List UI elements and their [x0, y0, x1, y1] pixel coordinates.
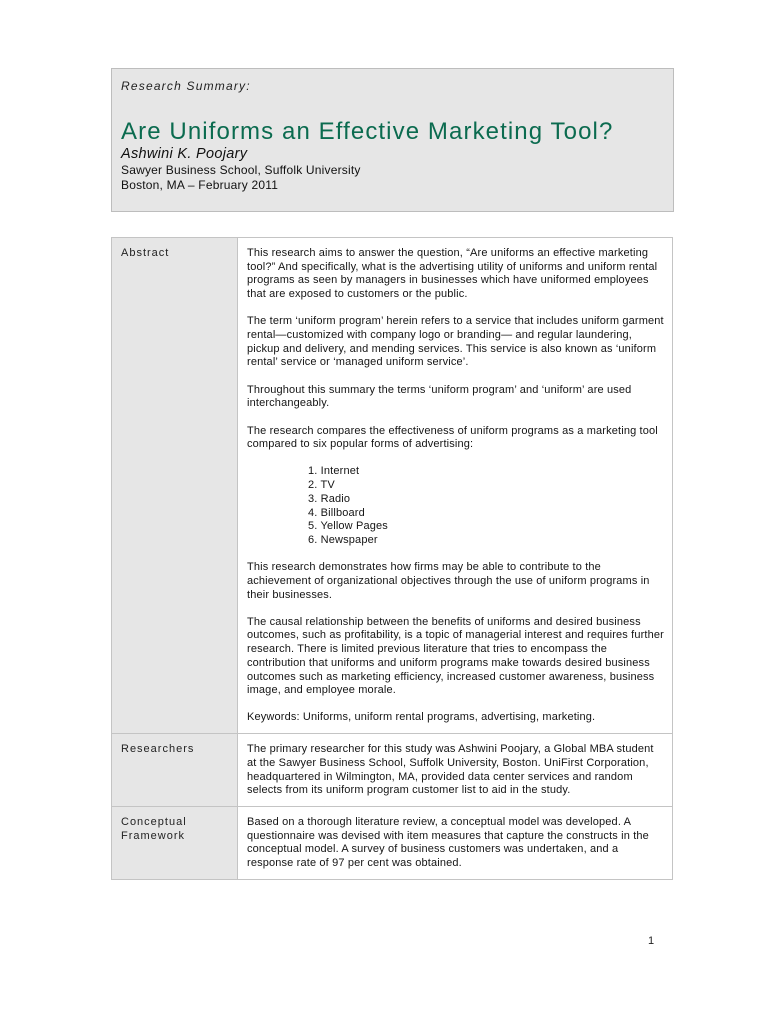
header-box: [111, 68, 674, 212]
abstract-paragraph-4: The research compares the effectiveness of uniform programs as a marketing tool compared to six popular forms of advertising:: [247, 424, 658, 451]
researchers-body: [238, 734, 673, 807]
affiliation: Sawyer Business School, Suffolk University: [121, 163, 361, 177]
advertising-forms-list: [247, 465, 666, 547]
page-number: 1: [648, 935, 655, 947]
list-item: 2. TV: [308, 479, 335, 492]
summary-table: [111, 237, 673, 880]
list-item: 3. Radio: [308, 492, 351, 505]
framework-paragraph: Based on a thorough literature review, a conceptual model was developed. A questionnaire was devised with item measures that capture the constructs in the conceptual model. A survey of business customers was undertaken, and a response rate of 97 per cent was obtained.: [247, 816, 649, 870]
researchers-row: [112, 734, 673, 807]
abstract-paragraph-1: This research aims to answer the question, “Are uniforms an effective marketing tool?” And specifically, what is the advertising utility of uniforms and uniform rental programs as seen by managers in businesses which have uniformed employees that are exposed to customers or the public.: [247, 247, 658, 301]
list-item: 1. Internet: [308, 465, 360, 478]
abstract-paragraph-5: This research demonstrates how firms may be able to contribute to the achievement of organizational objectives through the use of uniform programs in their businesses.: [247, 561, 650, 601]
framework-label: Conceptual Framework: [112, 807, 238, 880]
location-date: Boston, MA – February 2011: [121, 178, 279, 192]
page-title: Are Uniforms an Effective Marketing Tool?: [121, 118, 614, 145]
abstract-body: [238, 238, 673, 734]
framework-body: [238, 807, 673, 880]
researchers-paragraph: The primary researcher for this study was Ashwini Poojary, a Global MBA student at the Sawyer Business School, Suffolk University, Boston. UniFirst Corporation, headquartered in Wilmington, MA, provided data center services and random selects from its uniform program customer list to aid in the study.: [247, 743, 654, 797]
researchers-label: Researchers: [112, 734, 238, 807]
abstract-paragraph-2: The term ‘uniform program’ herein refers to a service that includes uniform garment rental—customized with company logo or branding— and regular laundering, pickup and delivery, and mending services. This service is also known as ‘uniform rental’ service or ‘managed uniform service’.: [247, 315, 664, 369]
list-item: 6. Newspaper: [308, 533, 378, 546]
abstract-label: Abstract: [112, 238, 238, 734]
framework-row: [112, 807, 673, 880]
list-item: 4. Billboard: [308, 506, 365, 519]
abstract-paragraph-6: The causal relationship between the benefits of uniforms and desired business outcomes, such as profitability, is a topic of managerial interest and requires further research. There is limited previous literature that tries to encompass the contribution that uniforms and uniform programs make towards desired business outcomes such as marketing efficiency, increased customer awareness, business image, and employee morale.: [247, 615, 664, 697]
abstract-keywords: Keywords: Uniforms, uniform rental programs, advertising, marketing.: [247, 711, 596, 724]
list-item: 5. Yellow Pages: [308, 520, 388, 533]
abstract-paragraph-3: Throughout this summary the terms ‘uniform program’ and ‘uniform’ are used interchangeably.: [247, 383, 632, 410]
abstract-row: [112, 238, 673, 734]
research-summary-label: Research Summary:: [121, 79, 251, 93]
author-name: Ashwini K. Poojary: [121, 146, 248, 162]
